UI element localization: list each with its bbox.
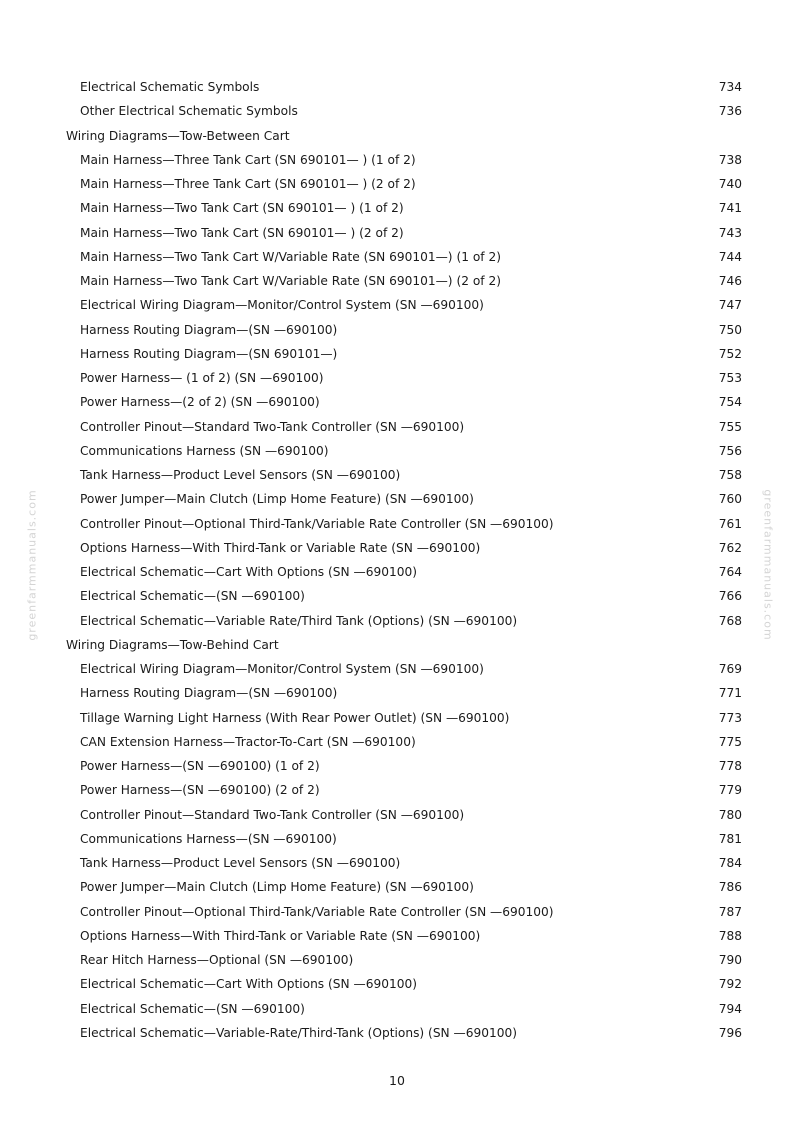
page-number: 10 xyxy=(389,1073,405,1088)
entry-page-number: 752 xyxy=(718,346,742,361)
toc-entry[interactable] xyxy=(0,293,794,317)
entry-page-number: 755 xyxy=(718,419,742,434)
entry-title: Electrical Schematic—(SN —690100) xyxy=(80,589,305,604)
entry-page-number: 734 xyxy=(718,80,742,94)
toc-entry[interactable] xyxy=(0,75,794,99)
entry-page-number: 781 xyxy=(718,831,742,846)
toc-entry[interactable] xyxy=(0,851,794,875)
entry-page-number: 738 xyxy=(718,152,742,167)
entry-title: Electrical Schematic—Variable-Rate/Third-Tank (Options) (SN —690100) xyxy=(80,1025,518,1040)
entry-page-number: 788 xyxy=(718,928,742,943)
entry-title: Other Electrical Schematic Symbols xyxy=(80,104,298,119)
toc-entry[interactable] xyxy=(0,366,794,390)
toc-entry[interactable] xyxy=(0,609,794,633)
entry-page-number: 758 xyxy=(718,468,742,482)
entry-page-number: 792 xyxy=(718,977,742,992)
toc-entry[interactable] xyxy=(0,463,794,487)
entry-title: Power Jumper—Main Clutch (Limp Home Feature) (SN —690100) xyxy=(80,880,474,895)
entry-page-number: 764 xyxy=(718,565,742,579)
toc-entry[interactable] xyxy=(0,657,794,681)
entry-title: Main Harness—Two Tank Cart W/Variable Rate (SN 690101—) (1 of 2) xyxy=(80,249,501,264)
toc-entry[interactable] xyxy=(0,269,794,293)
entry-page-number: 780 xyxy=(718,807,742,822)
entry-page-number: 790 xyxy=(718,953,742,967)
toc-entry[interactable] xyxy=(0,924,794,948)
toc-entry[interactable] xyxy=(0,318,794,342)
table-of-contents xyxy=(0,75,794,1045)
entry-page-number: 769 xyxy=(718,662,742,676)
entry-page-number: 754 xyxy=(718,395,742,410)
entry-title: Communications Harness (SN —690100) xyxy=(80,443,329,458)
toc-section-heading xyxy=(0,124,794,148)
entry-title: Controller Pinout—Optional Third-Tank/Variable Rate Controller (SN —690100) xyxy=(80,516,554,531)
entry-title: Tank Harness—Product Level Sensors (SN —690100) xyxy=(80,856,401,870)
toc-entry[interactable] xyxy=(0,1021,794,1045)
entry-title: Options Harness—With Third-Tank or Variable Rate (SN —690100) xyxy=(80,540,481,555)
entry-title: Controller Pinout—Standard Two-Tank Controller (SN —690100) xyxy=(80,419,465,434)
entry-page-number: 784 xyxy=(718,856,742,870)
entry-page-number: 736 xyxy=(718,104,742,119)
toc-entry[interactable] xyxy=(0,415,794,439)
toc-entry[interactable] xyxy=(0,221,794,245)
entry-title: Electrical Schematic—Cart With Options (SN —690100) xyxy=(80,977,417,992)
entry-title: CAN Extension Harness—Tractor-To-Cart (SN —690100) xyxy=(80,734,416,749)
entry-title: Communications Harness—(SN —690100) xyxy=(80,831,337,846)
entry-page-number: 741 xyxy=(718,201,742,216)
entry-page-number: 761 xyxy=(718,516,742,531)
toc-entry[interactable] xyxy=(0,778,794,802)
entry-title: Main Harness—Three Tank Cart (SN 690101— ) (1 of 2) xyxy=(80,152,416,167)
section-title: Wiring Diagrams—Tow-Behind Cart xyxy=(66,637,279,652)
entry-page-number: 768 xyxy=(718,613,742,628)
toc-entry[interactable] xyxy=(0,172,794,196)
entry-page-number: 779 xyxy=(718,783,742,798)
toc-entry[interactable] xyxy=(0,99,794,123)
toc-entry[interactable] xyxy=(0,196,794,220)
entry-page-number: 746 xyxy=(718,274,742,288)
entry-title: Main Harness—Three Tank Cart (SN 690101— ) (2 of 2) xyxy=(80,177,416,191)
entry-title: Tank Harness—Product Level Sensors (SN —690100) xyxy=(80,468,401,482)
toc-entry[interactable] xyxy=(0,730,794,754)
entry-page-number: 743 xyxy=(718,225,742,240)
toc-entry[interactable] xyxy=(0,390,794,414)
entry-page-number: 760 xyxy=(718,492,742,507)
entry-page-number: 740 xyxy=(718,177,742,191)
entry-page-number: 753 xyxy=(718,371,742,385)
watermark-right: greenfarmmanuals.com xyxy=(761,489,775,641)
toc-entry[interactable] xyxy=(0,997,794,1021)
entry-page-number: 787 xyxy=(718,904,742,919)
entry-title: Tillage Warning Light Harness (With Rear Power Outlet) (SN —690100) xyxy=(80,710,510,725)
entry-page-number: 750 xyxy=(718,322,742,337)
watermark-left: greenfarmmanuals.com xyxy=(25,489,39,641)
toc-entry[interactable] xyxy=(0,487,794,511)
toc-entry[interactable] xyxy=(0,148,794,172)
entry-page-number: 778 xyxy=(718,759,742,773)
entry-title: Controller Pinout—Optional Third-Tank/Variable Rate Controller (SN —690100) xyxy=(80,904,554,919)
toc-entry[interactable] xyxy=(0,439,794,463)
toc-entry[interactable] xyxy=(0,803,794,827)
entry-title: Power Jumper—Main Clutch (Limp Home Feature) (SN —690100) xyxy=(80,492,474,507)
entry-title: Electrical Wiring Diagram—Monitor/Control System (SN —690100) xyxy=(80,298,484,313)
toc-entry[interactable] xyxy=(0,900,794,924)
toc-entry[interactable] xyxy=(0,972,794,996)
entry-title: Main Harness—Two Tank Cart (SN 690101— ) (2 of 2) xyxy=(80,225,404,240)
entry-page-number: 744 xyxy=(718,249,742,264)
entry-page-number: 794 xyxy=(718,1001,742,1016)
entry-title: Electrical Wiring Diagram—Monitor/Control System (SN —690100) xyxy=(80,662,484,676)
toc-entry[interactable] xyxy=(0,584,794,608)
toc-entry[interactable] xyxy=(0,948,794,972)
entry-title: Options Harness—With Third-Tank or Variable Rate (SN —690100) xyxy=(80,928,481,943)
entry-page-number: 771 xyxy=(718,686,742,701)
entry-page-number: 756 xyxy=(718,443,742,458)
entry-title: Electrical Schematic—Variable Rate/Third Tank (Options) (SN —690100) xyxy=(80,613,518,628)
entry-page-number: 775 xyxy=(718,734,742,749)
entry-title: Harness Routing Diagram—(SN —690100) xyxy=(80,322,338,337)
toc-entry[interactable] xyxy=(0,560,794,584)
toc-entry[interactable] xyxy=(0,512,794,536)
toc-entry[interactable] xyxy=(0,827,794,851)
toc-entry[interactable] xyxy=(0,536,794,560)
entry-title: Main Harness—Two Tank Cart W/Variable Rate (SN 690101—) (2 of 2) xyxy=(80,274,501,288)
entry-page-number: 766 xyxy=(718,589,742,604)
entry-page-number: 796 xyxy=(718,1025,742,1040)
entry-page-number: 762 xyxy=(718,540,742,555)
entry-title: Electrical Schematic—Cart With Options (SN —690100) xyxy=(80,565,417,579)
entry-title: Harness Routing Diagram—(SN —690100) xyxy=(80,686,338,701)
entry-title: Power Harness—(2 of 2) (SN —690100) xyxy=(80,395,320,410)
entry-title: Electrical Schematic Symbols xyxy=(80,80,260,94)
toc-entry[interactable] xyxy=(0,245,794,269)
toc-entry[interactable] xyxy=(0,342,794,366)
toc-entry[interactable] xyxy=(0,754,794,778)
entry-title: Rear Hitch Harness—Optional (SN —690100) xyxy=(80,953,354,967)
entry-title: Power Harness— (1 of 2) (SN —690100) xyxy=(80,371,324,385)
entry-title: Electrical Schematic—(SN —690100) xyxy=(80,1001,305,1016)
toc-entry[interactable] xyxy=(0,681,794,705)
section-title: Wiring Diagrams—Tow-Between Cart xyxy=(66,128,290,143)
toc-entry[interactable] xyxy=(0,875,794,899)
entry-page-number: 747 xyxy=(718,298,742,313)
toc-entry[interactable] xyxy=(0,706,794,730)
entry-title: Controller Pinout—Standard Two-Tank Controller (SN —690100) xyxy=(80,807,465,822)
toc-section-heading xyxy=(0,633,794,657)
entry-title: Main Harness—Two Tank Cart (SN 690101— ) (1 of 2) xyxy=(80,201,404,216)
entry-title: Harness Routing Diagram—(SN 690101—) xyxy=(80,346,338,361)
entry-page-number: 773 xyxy=(718,710,742,725)
entry-title: Power Harness—(SN —690100) (1 of 2) xyxy=(80,759,320,773)
entry-page-number: 786 xyxy=(718,880,742,895)
entry-title: Power Harness—(SN —690100) (2 of 2) xyxy=(80,783,320,798)
